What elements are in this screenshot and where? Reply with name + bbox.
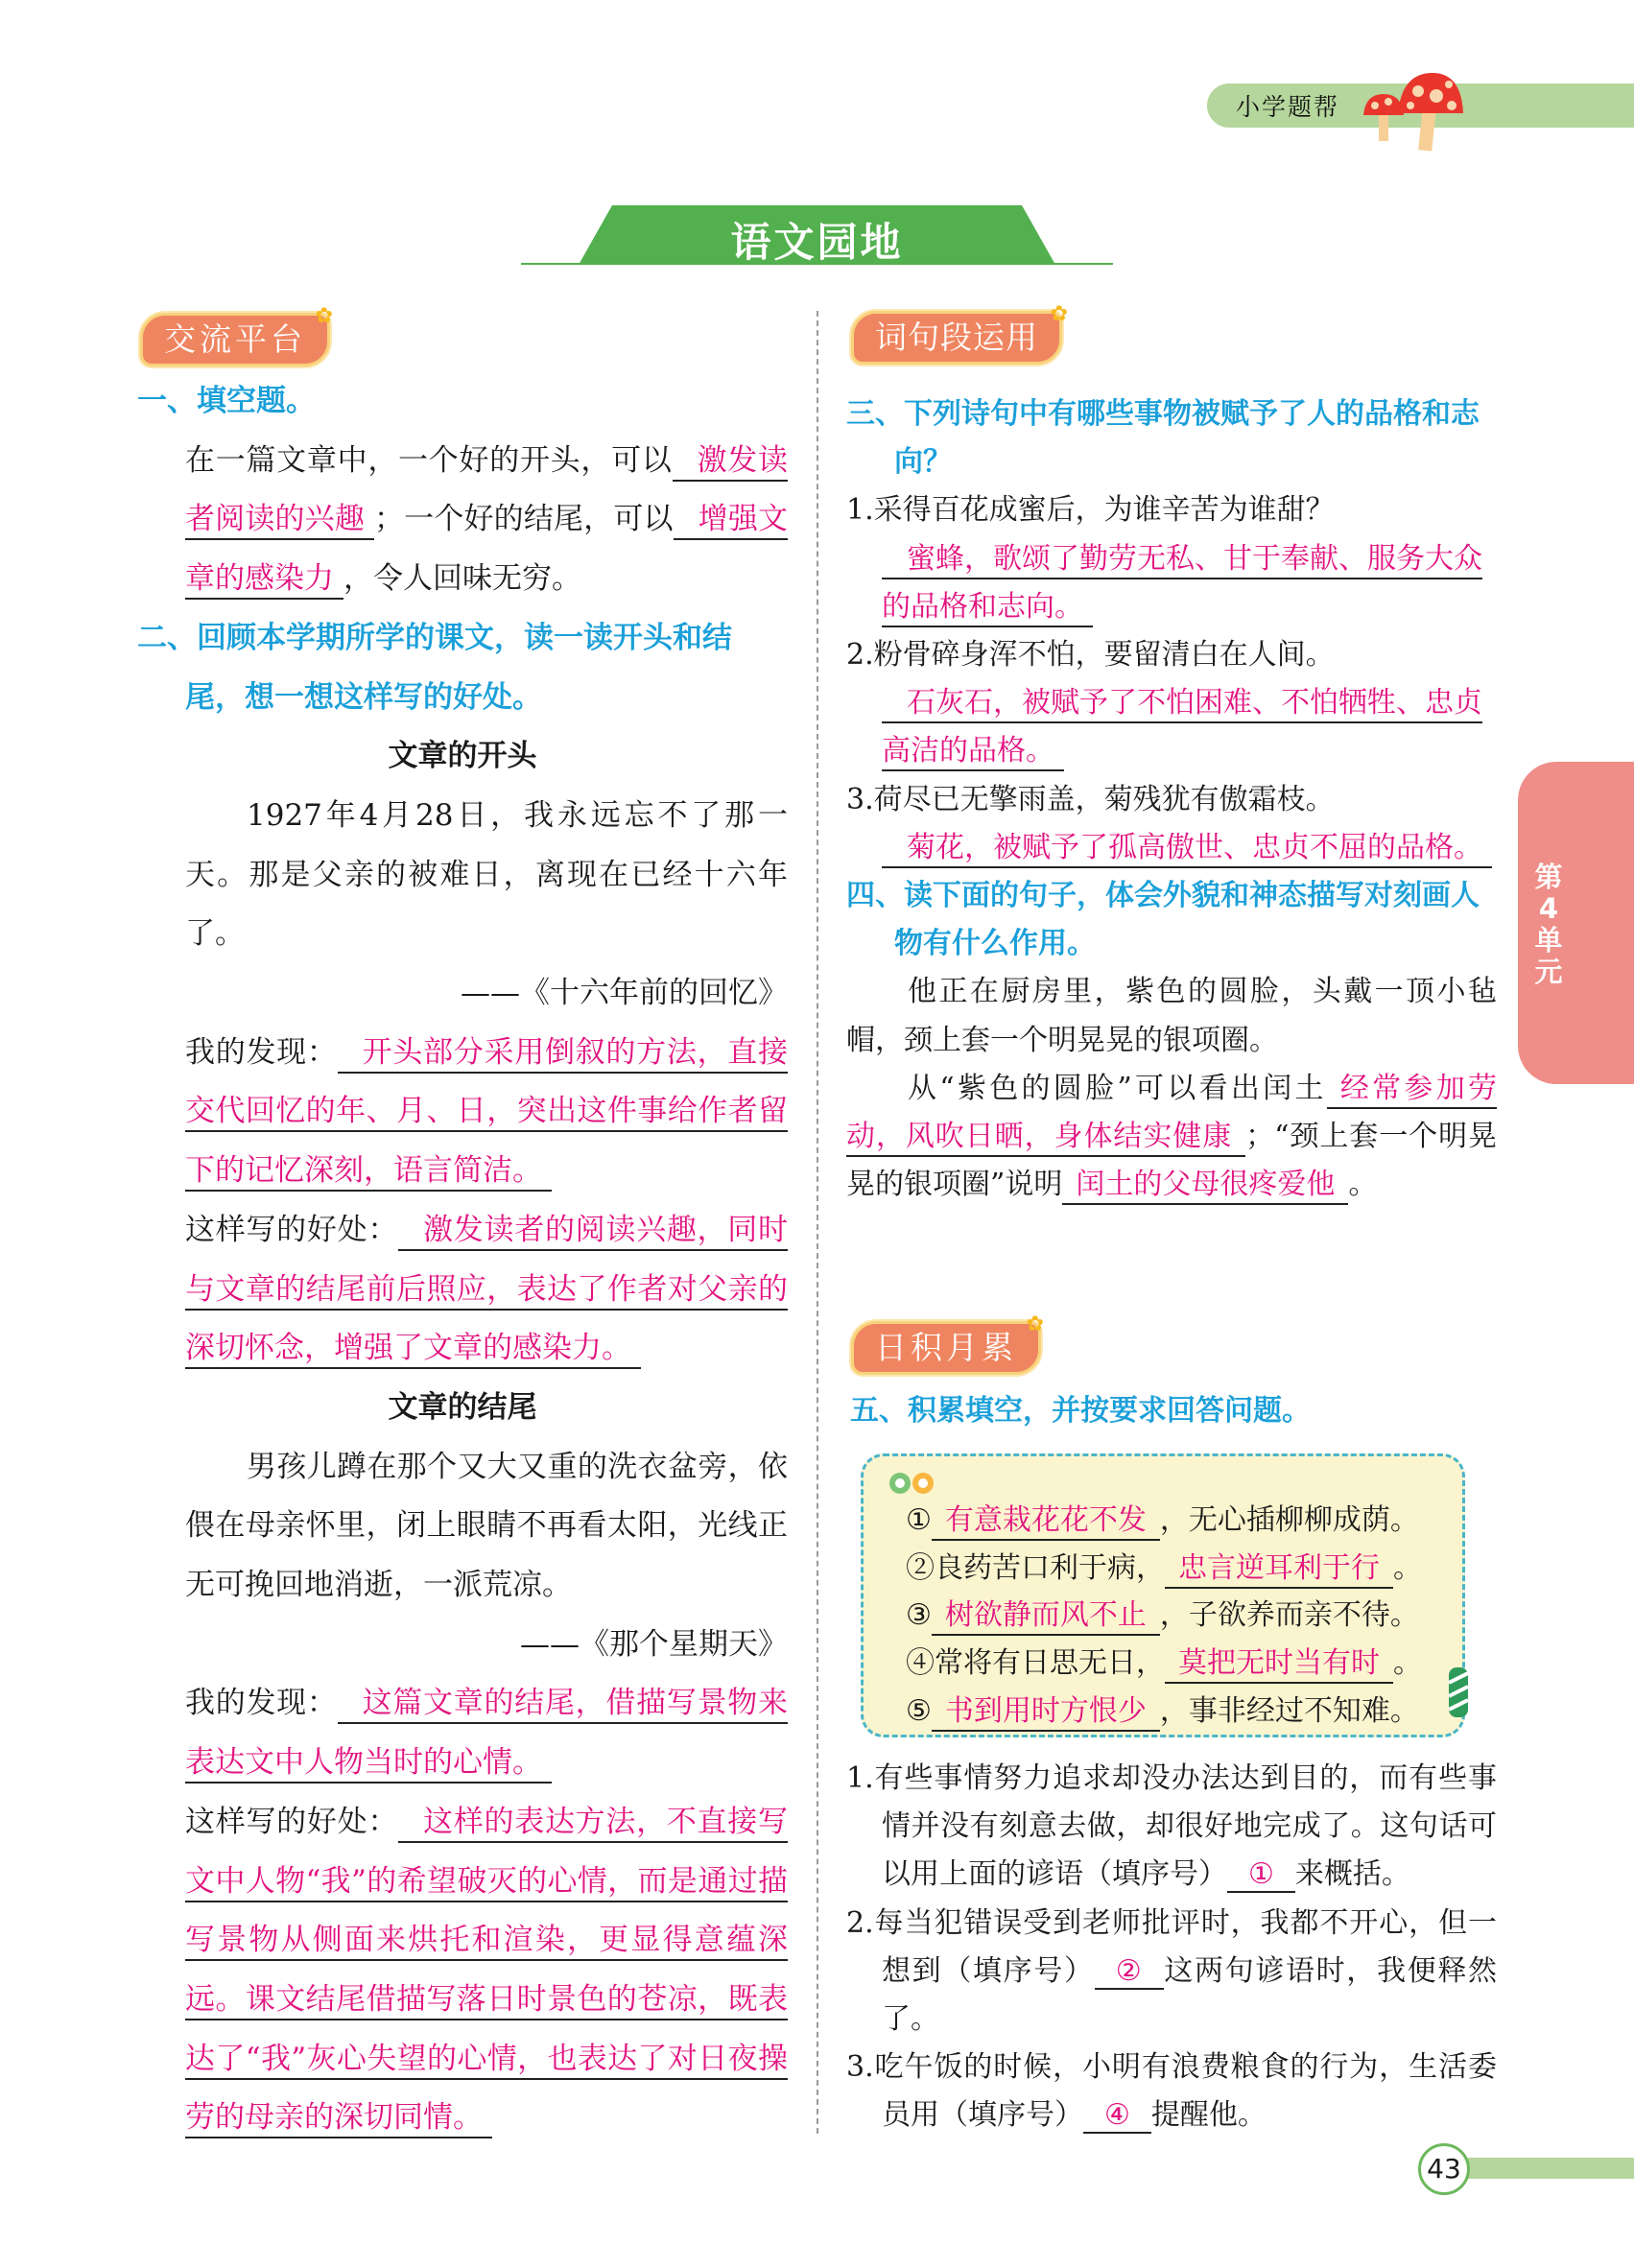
q3-item [846,486,1497,631]
q4-sentence: 他正在厨房里，紫色的圆脸，头戴一顶小毡帽，颈上套一个明晃晃的银项圈。 [846,975,1497,1057]
answer: 增强文章的感染力 [185,502,788,600]
answer: 忠言逆耳利于行 [1165,1551,1393,1589]
answer: 树欲静而风不止 [932,1598,1160,1636]
text: 从“紫色的圆脸”可以看出闰土 [908,1071,1327,1105]
number: 3. [846,782,874,816]
star-icon: ✿ [315,304,337,328]
section-badge-exchange [140,304,337,366]
label: 我的发现： [185,1034,338,1070]
number: ⑤ [906,1693,932,1728]
poem-text: 粉骨碎身浑不怕，要留清白在人间。 [873,638,1335,673]
text: ；一个好的结尾，可以 [374,502,674,537]
text: 在一篇文章中，一个好的开头，可以 [185,442,673,478]
ending-benefit [137,1793,788,2148]
text: 。 [1393,1550,1422,1585]
number: ② [906,1550,935,1585]
answer: ② [1095,1954,1165,1990]
opening-finding [137,1024,788,1201]
text: 常将有日思无日， [935,1646,1165,1681]
unit-tab-label: 第4单元 [1534,861,1563,988]
q5-questions [846,1755,1497,2140]
text: 良药苦口利于病， [935,1550,1165,1585]
answer: 开头部分采用倒叙的方法，直接交代回忆的年、月、日，突出这件事给作者留下的记忆深刻，语言简洁。 [185,1035,788,1192]
poem-text: 荷尽已无擎雨盖，菊残犹有傲霜枝。 [873,782,1335,816]
text: ，事非经过不知难。 [1159,1693,1419,1728]
label: 我的发现： [185,1686,338,1721]
opening-source: ——《十六年前的回忆》 [461,976,788,1011]
footer-band [1468,2158,1634,2179]
opening-title: 文章的开头 [388,739,537,774]
label: 这样写的好处： [185,1804,399,1839]
lantern-icon [887,1462,944,1500]
number: ① [906,1503,932,1537]
q4-heading: 四、读下面的句子，体会外貌和神态描写对刻画人物有什么作用。 [846,879,1480,961]
section-badge-accumulate [851,1312,1048,1375]
text: 来概括。 [1294,1857,1410,1892]
answer: 蜜蜂，歌颂了勤劳无私、甘于奉献、服务大众的品格和志向。 [882,542,1482,627]
q3-heading: 三、下列诗句中有哪些事物被赋予了人的品格和志向？ [846,397,1480,480]
number: 2. [846,638,874,673]
column-divider [817,311,818,2134]
answer: 激发读者的阅读兴趣，同时与文章的结尾前后照应，表达了作者对父亲的深切怀念，增强了文章的感染力。 [185,1213,788,1369]
answer: 石灰石，被赋予了不怕困难、不怕牺牲、忠贞高洁的品格。 [882,686,1482,771]
answer: 书到用时方恨少 [932,1694,1160,1732]
text: 吃午饭的时候，小明有浪费粮食的行为，生活委员用（填序号） [873,2050,1497,2133]
proverb-row [906,1640,1462,1688]
q3-item [846,776,1497,872]
poem-text: 采得百花成蜜后，为谁辛苦为谁甜？ [873,493,1335,528]
text: ，子欲养而亲不待。 [1159,1598,1419,1633]
answer: 菊花，被赋予了孤高傲世、忠贞不屈的品格。 [882,831,1492,868]
text: 这两句谚语时，我便释然了。 [882,1953,1497,2037]
mushroom-icon [1358,58,1473,154]
q5-heading: 五、积累填空，并按要求回答问题。 [850,1394,1311,1428]
text: 。 [1393,1646,1422,1681]
poem [846,631,1497,679]
answer: 经常参加劳动，风吹日晒，身体结实健康 [846,1072,1497,1157]
q1-heading: 一、填空题。 [137,384,316,418]
text: ，令人回味无穷。 [343,561,581,597]
answer: 这样的表达方法，不直接写文中人物“我”的希望破灭的心情，而是通过描写景物从侧面来烘托和渲染，更显得意蕴深远。课文结尾借描写落日时景色的苍凉，既表达了“我”灰心失望的心情，也表达了对日夜操劳的母亲的深切同情。 [185,1805,788,2139]
answer-line [846,535,1497,631]
number: ④ [906,1646,935,1681]
q2-heading: 二、回顾本学期所学的课文，读一读开头和结尾，想一想这样写的好处。 [137,620,732,715]
text: 有些事情努力追求却没办法达到目的，而有些事情并没有刻意去做，却很好地完成了。这句话可以用上面的谚语（填序号） [873,1761,1497,1892]
badge-label: 词句段运用 [875,319,1038,356]
answer: 这篇文章的结尾，借描写景物来表达文中人物当时的心情。 [185,1686,788,1784]
opening-benefit [137,1201,788,1379]
number: 2. [846,1905,874,1940]
number: 1. [846,493,874,528]
label: 这样写的好处： [185,1212,399,1247]
answer: 莫把无时当有时 [1165,1646,1393,1684]
text: 每当犯错误受到老师批评时，我都不开心，但一想到（填序号） [873,1905,1497,1988]
ending-passage: 男孩儿蹲在那个又大又重的洗衣盆旁，依偎在母亲怀里，闭上眼睛不再看太阳，光线正无可挽回地消逝，一派荒凉。 [185,1449,788,1603]
section-badge-usage [851,302,1069,365]
q4-body [846,1065,1497,1210]
star-icon: ✿ [1026,1312,1048,1336]
answer: 有意栽花花不发 [932,1503,1160,1541]
pencil-icon [1447,1666,1470,1719]
proverb-row [906,1545,1462,1593]
brand-label: 小学题帮 [1236,93,1340,121]
opening-passage: 1927年4月28日，我永远忘不了那一天。那是父亲的被难日，离现在已经十六年了。 [185,797,788,952]
answer: ① [1227,1857,1295,1893]
q5-question [846,1755,1497,1900]
star-icon: ✿ [1050,302,1069,326]
poem [846,486,1497,534]
left-column [137,372,788,2148]
ending-title: 文章的结尾 [388,1389,537,1425]
proverb-row [906,1497,1462,1545]
number: ③ [906,1598,932,1633]
q3-item [846,631,1497,776]
badge-label: 交流平台 [164,320,306,358]
poem [846,776,1497,824]
text: 。 [1348,1168,1378,1202]
answer: 激发读者阅读的兴趣 [185,443,788,541]
number: 1. [846,1761,874,1795]
q5-question [846,2044,1497,2139]
page-number: 43 [1418,2143,1470,2195]
text: 提醒他。 [1150,2098,1267,2133]
ending-finding [137,1674,788,1792]
answer-line [846,824,1497,872]
answer: 闰土的父母很疼爱他 [1062,1168,1348,1205]
number: 3. [846,2050,874,2085]
q5-question [846,1900,1497,2044]
proverb-row [906,1592,1462,1640]
answer: ④ [1083,2098,1151,2134]
right-column [846,390,1497,1209]
proverb-box [861,1453,1465,1737]
page-title: 语文园地 [730,219,904,266]
proverb-row [906,1688,1462,1736]
q1-body [137,432,788,609]
text: ，无心插柳柳成荫。 [1159,1503,1419,1537]
badge-label: 日积月累 [875,1329,1017,1366]
text: ；“颈上套一个明晃晃的银项圈”说明 [846,1120,1498,1202]
ending-source: ——《那个星期天》 [520,1626,788,1662]
answer-line [846,679,1497,775]
